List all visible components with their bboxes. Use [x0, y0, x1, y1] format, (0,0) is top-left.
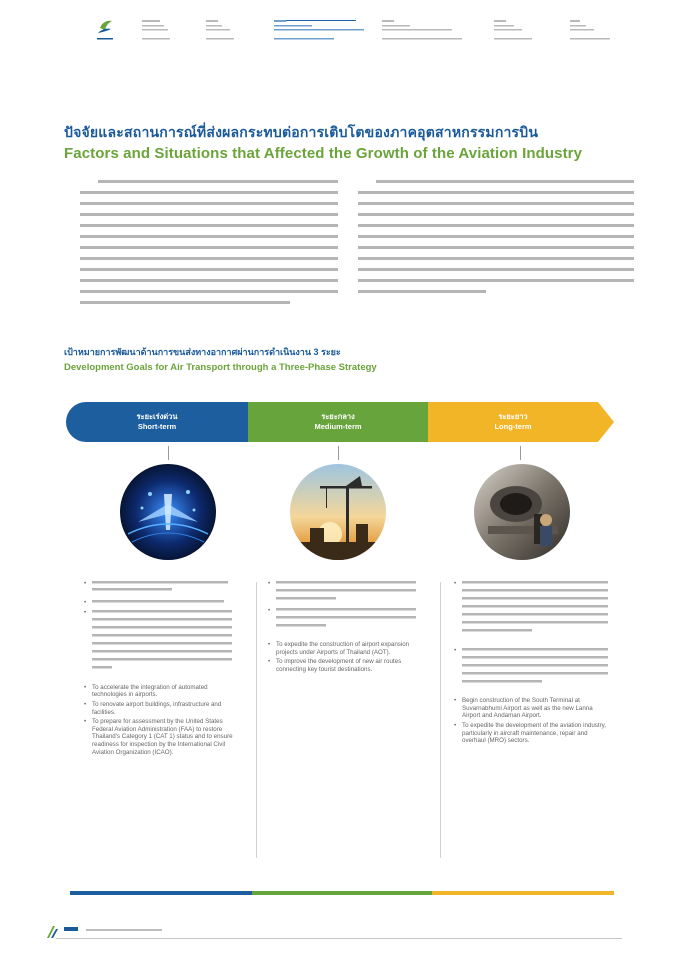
phase-label-english: Medium-term — [314, 422, 362, 431]
medium-term-goal-list — [266, 580, 416, 676]
phase-label-english: Short-term — [137, 422, 177, 431]
bar-segment-yellow — [432, 891, 614, 895]
goal-item-thai — [82, 609, 240, 674]
phase-long-term — [428, 402, 598, 442]
connector-line — [520, 446, 521, 460]
page-number-mark — [64, 927, 80, 933]
column-divider — [440, 582, 441, 858]
body-lines-right — [358, 178, 634, 298]
nav-text-lines — [86, 16, 626, 50]
goal-item-thai — [266, 580, 416, 605]
phase-label-thai: ระยะยาว — [498, 412, 528, 421]
bottom-color-bar — [70, 891, 614, 895]
goal-item: • To prepare for assessment by the United States Federal Aviation Administration (FAA) to restore Thailand's Category 1 (CAT 1) status and to ensure readiness for inspection by the International Civil Aviation Organization (ICAO). — [82, 718, 240, 756]
goal-item: • To accelerate the integration of automated technologies in airports. — [82, 684, 240, 699]
phase-short-term — [66, 402, 248, 442]
footer-text-line — [86, 929, 166, 933]
column-divider — [256, 582, 257, 858]
phase-label-thai: ระยะเร่งด่วน — [136, 412, 178, 421]
digital-aviation-image — [120, 464, 216, 560]
goal-item: • To renovate airport buildings, infrastructure and facilities. — [82, 701, 240, 716]
phase-medium-term — [248, 402, 428, 442]
body-text-right — [342, 178, 618, 302]
section-title-thai: ปัจจัยและสถานการณ์ที่ส่งผลกระทบต่อการเติบโตของภาคอุตสาหกรรมการบิน — [64, 124, 539, 140]
goal-item: • To expedite the development of the aviation industry, particularly in aircraft maintenance, repair and overhaul (MRO) sectors. — [452, 722, 608, 745]
phase-label-english: Long-term — [494, 422, 532, 431]
goal-item: • To expedite the construction of airport expansion projects under Airports of Thailand (AOT). — [266, 641, 416, 656]
goal-item-thai — [82, 580, 240, 597]
footer-rule — [56, 938, 622, 939]
aircraft-maintenance-icon — [474, 464, 570, 560]
body-text-left — [64, 178, 322, 322]
digital-aviation-icon — [120, 464, 216, 560]
top-navigation — [86, 16, 626, 50]
body-lines-left — [80, 178, 338, 318]
short-term-goal-list — [82, 580, 240, 758]
arrow-tip — [598, 402, 614, 442]
bar-segment-blue — [70, 891, 252, 895]
connector-line — [338, 446, 339, 460]
phase-timeline-bar — [66, 402, 614, 442]
connector-line — [168, 446, 169, 460]
construction-crane-icon — [290, 464, 386, 560]
goal-item-thai — [266, 607, 416, 632]
goal-item: • Begin construction of the South Terminal at Suvarnabhumi Airport as well as the new Lanna Airport and Andaman Airport. — [452, 697, 608, 720]
aircraft-maintenance-image — [474, 464, 570, 560]
goal-item-thai — [82, 599, 240, 608]
section-title-english: Factors and Situations that Affected the Growth of the Aviation Industry — [64, 145, 583, 162]
construction-image — [290, 464, 386, 560]
long-term-goal-list — [452, 580, 608, 747]
footer-mark-icon — [46, 925, 60, 939]
subsection-title-english: Development Goals for Air Transport through a Three-Phase Strategy — [64, 362, 377, 373]
subsection-title-thai: เป้าหมายการพัฒนาด้านการขนส่งทางอากาศผ่านการดำเนินงาน 3 ระยะ — [64, 347, 341, 357]
phase-label-thai: ระยะกลาง — [321, 412, 355, 421]
goal-item-thai — [452, 580, 608, 645]
goal-item-thai — [452, 647, 608, 688]
goal-item: • To improve the development of new air routes connecting key tourist destinations. — [266, 658, 416, 673]
bar-segment-green — [252, 891, 432, 895]
